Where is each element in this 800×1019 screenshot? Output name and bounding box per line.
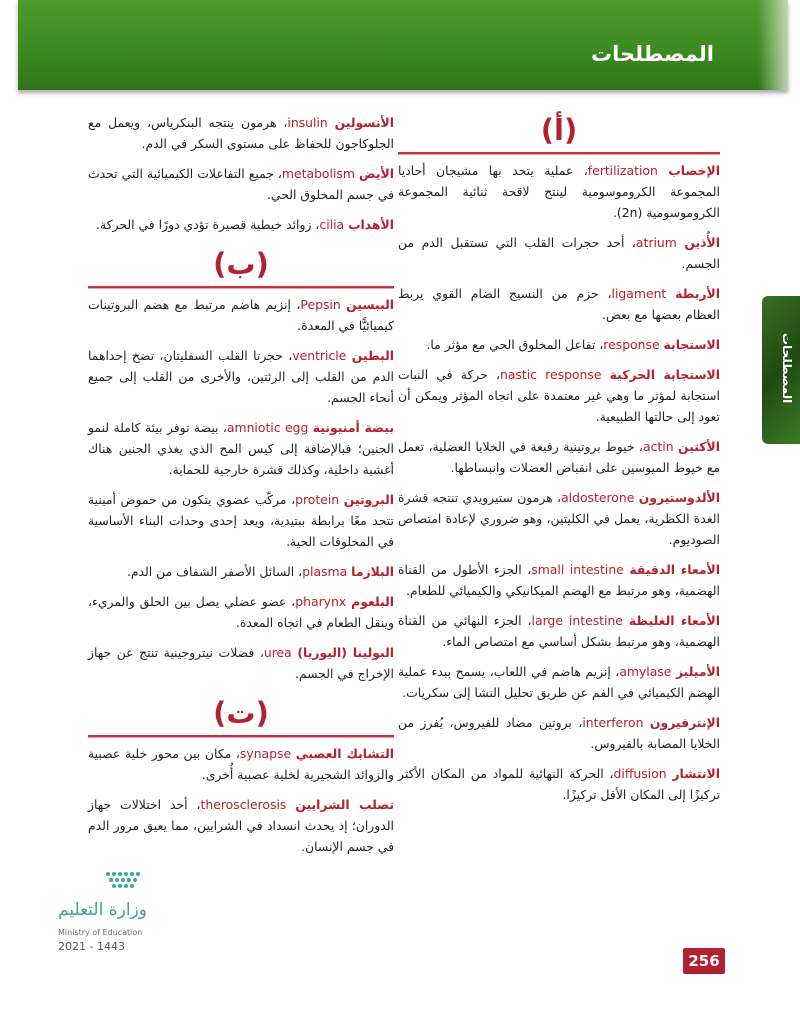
side-tab-label: المصطلحات xyxy=(780,332,794,404)
glossary-definition: ، مركّب عضوي يتكون من حموض أمينية تتحد معًا برابطة ببتيدية، ويعد إحدى وحدات البناء الأساسية في المخلوقات الحية. xyxy=(88,492,394,549)
glossary-term: الأنسولين xyxy=(334,115,394,130)
glossary-entry xyxy=(88,561,394,582)
glossary-definition: ، الحركة النهائية للمواد من المكان الأكثر تركيزًا إلى المكان الأقل تركيزًا. xyxy=(398,766,720,802)
page-title: المصطلحات xyxy=(590,42,714,66)
glossary-term: البطين xyxy=(351,348,394,363)
header-banner xyxy=(18,0,788,90)
glossary-definition: ، الجزء النهائي من القناة الهضمية، وهو مرتبط بشكل أساسي مع امتصاص الماء. xyxy=(398,613,720,649)
banner-page-curl xyxy=(758,0,788,90)
glossary-term-en: amniotic egg xyxy=(226,420,309,435)
glossary-entry xyxy=(398,610,720,652)
glossary-term-en: urea xyxy=(263,645,292,660)
section-heading-alef: (أ) xyxy=(398,110,720,154)
glossary-entry xyxy=(88,112,394,154)
glossary-term-en: synapse xyxy=(239,746,292,761)
glossary-term: الأهداب xyxy=(348,217,394,232)
glossary-entry xyxy=(398,763,720,805)
glossary-term: الأمعاء الغليظة xyxy=(628,613,720,628)
glossary-definition: ، السائل الأصفر الشفاف من الدم. xyxy=(126,564,303,579)
glossary-term: الإخصاب xyxy=(668,163,720,178)
glossary-definition: ، حجرتا القلب السفليتان، تضخ إحداهما الدم من القلب إلى الرئتين، والأخرى من القلب إلى جميع أنحاء الجسم. xyxy=(88,348,394,405)
glossary-definition: ، جميع التفاعلات الكيميائية التي تحدث في جسم المخلوق الحي. xyxy=(88,166,394,202)
glossary-entry xyxy=(88,214,394,235)
glossary-definition: ، عضو عضلي يصل بين الحلق والمريء، وينقل الطعام في اتجاه المعدة. xyxy=(88,594,394,630)
ministry-name-ar: وزارة التعليم xyxy=(58,900,147,920)
glossary-definition: ، بروتين مضاد للفيروس، يُفرز من الخلايا المصابة بالفيروس. xyxy=(398,715,720,751)
glossary-definition: ، هرمون ينتجه البنكرياس، ويعمل مع الجلوكاجون للحفاظ على مستوى السكر في الدم. xyxy=(88,115,394,151)
glossary-entry xyxy=(88,163,394,205)
glossary-entry xyxy=(398,661,720,703)
glossary-term-en: interferon xyxy=(582,715,644,730)
glossary-term: الأُذين xyxy=(684,235,720,250)
glossary-definition: ، حزم من النسيج الضام القوي يربط العظام بعضها مع بعض. xyxy=(398,286,720,322)
glossary-term-en: insulin xyxy=(287,115,328,130)
glossary-term: البلعوم xyxy=(351,594,394,609)
glossary-entry xyxy=(398,283,720,325)
glossary-term: الأيض xyxy=(358,166,394,181)
glossary-definition: ، حركة في النبات استجابة لمؤثر ما وهي غير معتمدة على اتجاه المؤثر ويمكن أن تعود إلى حالتها الطبيعية. xyxy=(398,367,720,424)
ba-entries xyxy=(88,294,394,684)
glossary-term-en: actin xyxy=(642,439,674,454)
glossary-term: الأربطة xyxy=(675,286,720,301)
glossary-term: البلازما xyxy=(351,564,394,579)
glossary-definition: ، إنزيم هاضم في اللعاب، يسمح ببدء عملية الهضم الكيميائي في الفم عن طريق تحليل النشا إلى سكريات. xyxy=(398,664,720,700)
glossary-term: الببسين xyxy=(346,297,394,312)
glossary-entry xyxy=(88,642,394,684)
glossary-term-en: plasma xyxy=(302,564,348,579)
glossary-definition: ، عملية يتحد بها مشيجان أحاديا المجموعة الكروموسومية لينتج لاقحة ثنائية المجموعة الكروموسومية (2n). xyxy=(398,163,720,220)
left-column xyxy=(88,112,394,866)
page-number: 256 xyxy=(683,948,725,974)
glossary-term: الاستجابة الحركية xyxy=(609,367,720,382)
glossary-definition: ، أحد اختلالات جهاز الدوران؛ إذ يحدث انسداد في الشرايين، مما يعيق مرور الدم في جسم الإنسان. xyxy=(88,797,394,854)
glossary-term-en: Pepsin xyxy=(300,297,341,312)
left-top-entries xyxy=(88,112,394,235)
glossary-definition: ، إنزيم هاضم مرتبط مع هضم البروتينات كيميائيًّا في المعدة. xyxy=(88,297,394,333)
glossary-definition: ، خيوط بروتينية رفيعة في الخلايا العضلية، تعمل مع خيوط الميوسين على انقباض العضلات وانبساطها. xyxy=(398,439,720,475)
glossary-term-en: protein xyxy=(295,492,340,507)
glossary-definition: ، الجزء الأطول من القناة الهضمية، وهو مرتبط مع الهضم الميكانيكي والكيميائي للطعام. xyxy=(398,562,720,598)
glossary-term-en: pharynx xyxy=(295,594,347,609)
glossary-term-en: cilia xyxy=(319,217,345,232)
glossary-term-en: response xyxy=(603,337,660,352)
glossary-entry xyxy=(398,364,720,427)
glossary-term-en: fertilization xyxy=(587,163,658,178)
glossary-term-en: aldosterone xyxy=(561,490,635,505)
glossary-term: الانتشار xyxy=(672,766,720,781)
glossary-definition: ، فضلات نيتروجينية تنتج عن جهاز الإخراج في الجسم. xyxy=(88,645,394,681)
glossary-term: البروتين xyxy=(343,492,394,507)
glossary-term-en: amylase xyxy=(619,664,672,679)
right-entries xyxy=(398,160,720,805)
glossary-term-en: large intestine xyxy=(531,613,623,628)
ta-entries xyxy=(88,743,394,857)
glossary-term: بيضة أمنيونية xyxy=(312,420,394,435)
glossary-entry xyxy=(398,487,720,550)
glossary-entry xyxy=(88,794,394,857)
glossary-term: الأميليز xyxy=(675,664,720,679)
glossary-term: الاستجابة xyxy=(663,337,720,352)
glossary-definition: ، هرمون ستيرويدي تنتجه قشرة الغدة الكظرية، يعمل في الكليتين، وهو ضروري لإعادة امتصاص الصوديوم. xyxy=(398,490,720,547)
section-heading-ta: (ت) xyxy=(88,693,394,737)
glossary-entry xyxy=(398,160,720,223)
glossary-entry xyxy=(398,334,720,355)
glossary-definition: ، مكان بين محور خلية عصبية والزوائد الشجيرية لخلية عصبية أُخرى. xyxy=(88,746,394,782)
glossary-term: الأكتين xyxy=(678,439,720,454)
glossary-term: الأمعاء الدقيقة xyxy=(629,562,720,577)
glossary-term: البولينا (اليوريا) xyxy=(297,645,394,660)
glossary-definition: ، أحد حجرات القلب التي تستقبل الدم من الجسم. xyxy=(398,235,720,271)
glossary-term-en: metabolism xyxy=(281,166,355,181)
edition-year: 2021 - 1443 xyxy=(58,940,125,953)
glossary-definition: ، بيضة توفر بيئة كاملة لنمو الجنين؛ فبالإضافة إلى كيس المح الذي يغذي الجنين هناك أغشية داخلية، وكذلك قشرة خارجية للحماية. xyxy=(88,420,394,477)
glossary-term: الإنترفيرون xyxy=(649,715,720,730)
right-column xyxy=(398,110,720,814)
glossary-term: التشابك العصبي xyxy=(295,746,394,761)
ministry-name-en: Ministry of Education xyxy=(58,928,143,937)
ministry-logo xyxy=(58,862,168,958)
glossary-definition: ، تفاعل المخلوق الحي مع مؤثر ما. xyxy=(426,337,604,352)
glossary-term-en: diffusion xyxy=(613,766,667,781)
section-heading-ba: (ب) xyxy=(88,244,394,288)
glossary-entry xyxy=(88,743,394,785)
glossary-term: تصلب الشرايين xyxy=(295,797,394,812)
glossary-entry xyxy=(88,345,394,408)
glossary-entry xyxy=(88,417,394,480)
glossary-term-en: therosclerosis xyxy=(200,797,287,812)
glossary-term-en: nastic response xyxy=(499,367,602,382)
glossary-term: الألدوستيرون xyxy=(638,490,720,505)
glossary-entry xyxy=(88,591,394,633)
glossary-entry xyxy=(398,436,720,478)
glossary-term-en: small intestine xyxy=(531,562,624,577)
glossary-term-en: ventricle xyxy=(292,348,347,363)
ministry-emblem-icon xyxy=(102,866,158,896)
glossary-entry xyxy=(88,294,394,336)
glossary-definition: ، زوائد خيطية قصيرة تؤدي دورًا في الحركة. xyxy=(96,217,320,232)
glossary-entry xyxy=(398,232,720,274)
glossary-entry xyxy=(88,489,394,552)
glossary-entry xyxy=(398,559,720,601)
glossary-term-en: atrium xyxy=(635,235,677,250)
glossary-entry xyxy=(398,712,720,754)
glossary-term-en: ligament xyxy=(611,286,667,301)
